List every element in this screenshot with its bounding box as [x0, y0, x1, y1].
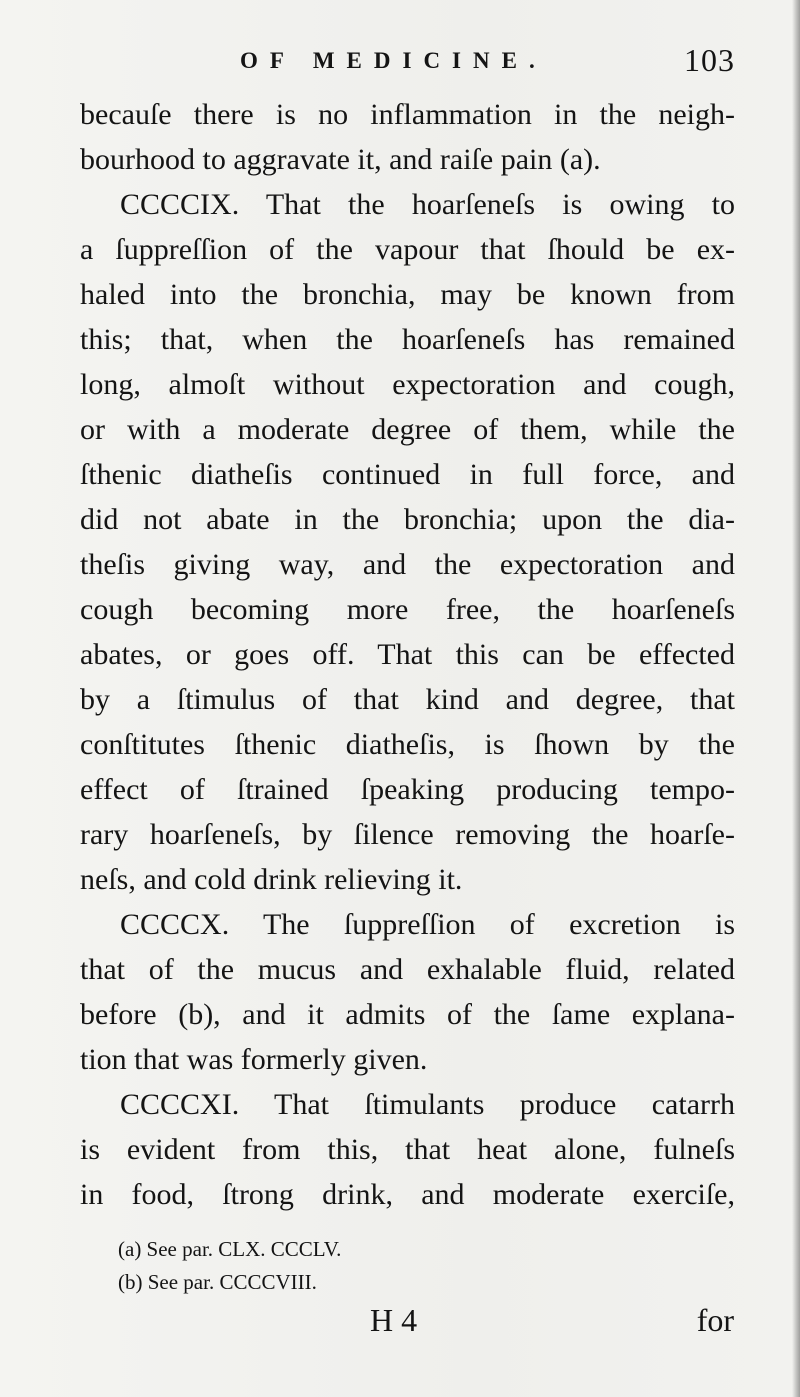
text-line: in food, ſtrong drink, and moderate exerciſe, [80, 1178, 735, 1211]
running-title: OF MEDICINE. [240, 48, 547, 73]
text-line: cough becoming more free, the hoarſeneſs [80, 593, 735, 626]
text-line: neſs, and cold drink relieving it. [80, 863, 463, 896]
paragraph-ccccx-start: CCCCX. The ſuppreſſion of excretion is [120, 908, 735, 941]
text-line: effect of ſtrained ſpeaking producing tempo- [80, 773, 735, 806]
text-line: abates, or goes off. That this can be effected [80, 638, 735, 671]
text-line: that of the mucus and exhalable fluid, related [80, 953, 735, 986]
text-line: conſtitutes ſthenic diatheſis, is ſhown by the [80, 728, 735, 761]
text-line: before (b), and it admits of the ſame explana- [80, 998, 735, 1031]
text-line: tion that was formerly given. [80, 1043, 428, 1076]
text-line: becauſe there is no inflammation in the neigh- [80, 98, 735, 131]
footnote-b: (b) See par. CCCCVIII. [118, 1270, 317, 1294]
text-line: this; that, when the hoarſeneſs has remained [80, 323, 735, 356]
text-line: theſis giving way, and the expectoration and [80, 548, 735, 581]
text-line: by a ſtimulus of that kind and degree, that [80, 683, 735, 716]
footnotes [118, 1233, 718, 1299]
text-line: is evident from this, that heat alone, fulneſs [80, 1133, 735, 1166]
text-line: a ſuppreſſion of the vapour that ſhould be ex- [80, 233, 735, 266]
text-line: rary hoarſeneſs, by ſilence removing the hoarſe- [80, 818, 735, 851]
footnote-a: (a) See par. CLX. CCCLV. [118, 1237, 342, 1261]
text-line: bourhood to aggravate it, and raiſe pain (a). [80, 143, 601, 176]
page-number: 103 [684, 42, 735, 78]
running-head [80, 42, 735, 82]
text-line: long, almoſt without expectoration and cough, [80, 368, 735, 401]
catchword: for [696, 1302, 734, 1338]
text-line: haled into the bronchia, may be known from [80, 278, 735, 311]
body-text [80, 92, 735, 1217]
text-line: did not abate in the bronchia; upon the dia- [80, 503, 735, 536]
paragraph-ccccix-start: CCCCIX. That the hoarſeneſs is owing to [120, 188, 735, 221]
text-line: ſthenic diatheſis continued in full force, and [80, 458, 735, 491]
text-line: or with a moderate degree of them, while the [80, 413, 735, 446]
signature-mark: H 4 [370, 1302, 418, 1338]
paragraph-ccccxi-start: CCCCXI. That ſtimulants produce catarrh [120, 1088, 735, 1121]
